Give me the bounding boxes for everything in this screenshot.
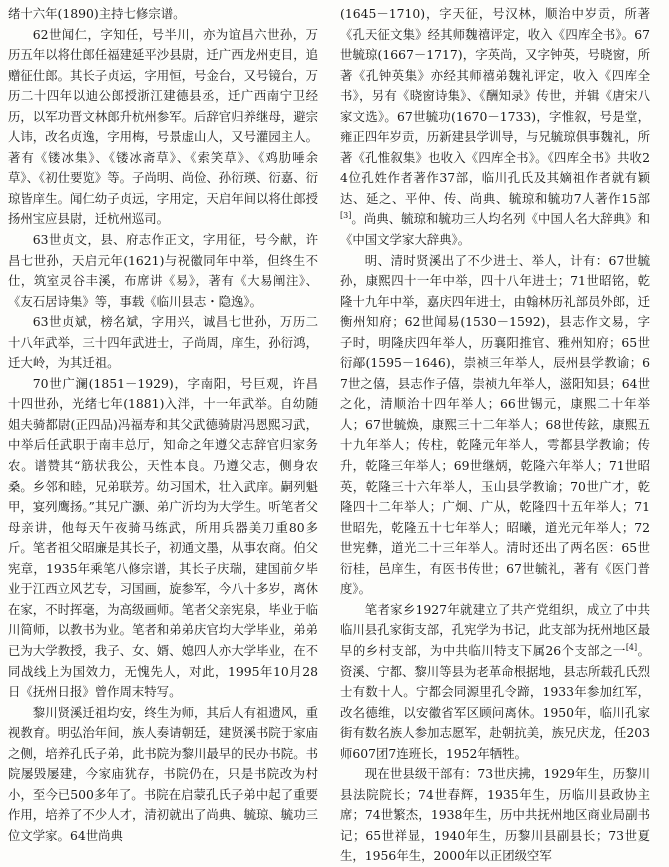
footnote-ref: [4] (625, 642, 638, 652)
right-column (340, 4, 650, 867)
paragraph-text: (1645－1710)，字天征，号汉林，顺治中岁贡，所著《孔天征文集》经其师魏禧评定，收入《四库全书》。67世毓琼(1667－1717)，字英尚，又字钟英，号晓窗，所著《孔钟英集》亦经其师禧弟魏礼评定，收入《四库全书》，另有《晓窗诗集》、《酬知录》传世，并辑《唐宋八家文选》。67世毓功(1670－1733)，字惟叙，号是堂，雍正四年岁贡，历新建县学训导，与兄毓琼俱事魏礼，所著《孔惟叙集》也收入《四库全书》。《四库全书》共收24位孔姓作者著作37部，临川孔氏及其嫡祖作者就有颖达、延之、平仲、传、尚典、毓琼和毓功7人著作15部 (340, 6, 650, 206)
left-column (8, 4, 318, 846)
paragraph: 62世闻仁，字知任，号半川，亦为谊昌六世孙，万历五年以将仕郎任福建延平沙县尉，迁广西龙州吏目，追赠征仕郎。其长子贞运，字用恒，号金台，又号镜台，万历二十四年以迪公郎授浙江建德县丞，迁广西南宁卫经历，以军功晋文林郎升杭州参军。后辞官归养继母，避宗人讳，改名贞逸，字用梅，号景虚山人，又号灌园主人。著有《镂冰集》、《镂冰斋草》、《索笑草》、《鸡肋唾余草》、《初仕要览》等。子尚明、尚俭、孙衍瑛、衍嘉、衍琼皆庠生。闻仁幼子贞远，字用定，天启年间以将仕郎授扬州宝应县尉，迁杭州巡司。 (8, 26, 318, 227)
paragraph: 明、清时贤溪出了不少进士、举人，计有：67世毓孙，康熙四十一年中举，四十八年进士；71世昭铭，乾隆十九年中举，嘉庆四年进士，由翰林历礼部员外郎，迁衡州知府；62世闻易(1530－1592)，县志作文易，字子时，明隆庆四年举人，历襄阳推官、雅州知府；65世衍鄗(1595－1646)，崇祯三年举人，辰州县学教谕；67世之僖，县志作子僖，崇祯九年举人，滋阳知县；64世之化，清顺治十四年举人；66世锡元，康熙二十年举人；67世毓焕，康熙三十二年举人；68世传鉉，康熙五十九年举人；传柱，乾隆元年举人，雩都县学教谕；传升，乾隆三年举人；69世继炳，乾隆六年举人；71世昭英，乾隆三十六年举人，玉山县学教谕；70世广才，乾隆四十二年举人；广炯、广从，乾隆四十五年举人；71世昭先，乾隆五十七年举人；昭曦，道光元年举人；72世宪彝，道光二十三年举人。清时还出了两名医：65世衍桂，邑庠生，有医书传世；67世毓礼，著有《医门普度》。 (340, 252, 650, 597)
paragraph-text: 。资溪、宁都、黎川等县为老革命根据地，县志所载孔氏烈士有数十人。宁都会同源里孔令蹄，1933年参加红军，改名德维，以安徽省军区顾问离休。1950年，临川孔家街有数名族人参加志愿军，赴朝抗美，族兄庆龙，任203师607团7连班长，1952年牺牲。 (340, 642, 650, 761)
paragraph: 现在世县级干部有：73世庆拂，1929年生，历黎川县法院院长；74世春辉，1935年生，历临川县政协主席；74世繁杰，1938年生，历中共抚州地区商业局副书记；65世祥显，1940年生，历黎川县副县长；73世夏生，1956年生，2000年以正团级空军 (340, 766, 650, 864)
paragraph: 63世贞斌，榜名斌，字用兴，诚昌七世孙，万历二十八年武举，三十四年武进士，子尚周，庠生，孙衍鸿，迁大岭，为其迁祖。 (8, 314, 318, 371)
paragraph-text: 笔者家乡1927年就建立了共产党组织，成立了中共临川县孔家街支部，孔宪学为书记，此支部为抚州地区最早的乡村支部，为中共临川特支下属26个支部之一 (340, 601, 650, 658)
paragraph (340, 600, 650, 764)
paragraph (340, 4, 650, 251)
paragraph: 70世广澜(1851－1929)，字南阳，号巨观，许昌十四世孙，光绪七年(1881)入泮，十一年武举。自幼随姐夫骑都尉(正四品)冯福寿和其父武德骑尉冯恩熙习武，中举后任武职于南丰总厅，知命之年遵父志辞官归家务农。谱赞其“筋状我公，天性本良。乃遵父志，侧身农桑。乡邻和睦，兄弟联芳。幼习国术，壮入武庠。嗣列魁甲，宴列鹰扬。”其兄广灏、弟广沂均为大学生。听笔者父母亲讲，他每天午夜骑马练武，所用兵器美刀重80多斤。笔者祖父昭廉是其长子，初通文墨，从事农商。伯父宪章，1935年乘笔八修宗谱，其长子庆瑞，建国前夕毕业于江西立风艺专，习国画，旋参军，今八十多岁，离休在家，不时挥毫，为高级画师。笔者父亲宪泉，毕业于临川简师，以教书为业。笔者和弟弟庆官均大学毕业，弟弟已为大学教授，我子、女、婿、媳四人亦大学毕业，在不同战线上为国效力，无愧先人，对此，1995年10月28日《抚州日报》曾作周末特写。 (8, 375, 318, 700)
footnote-ref: [3] (340, 211, 352, 221)
paragraph: 黎川贤溪迁祖均安，终生为师，其后人有祖遗风，重视教育。明弘治年间，族人奏请朝廷，建贤溪书院于家庙之侧，培养孔氏子弟，此书院为黎川最早的民办书院。书院屡毁屡建，今家庙犹存，书院仍在，只是书院改为村小，至今已500多年了。书院在启蒙孔氏子弟中起了重要作用，培养了不少人才，清初就出了尚典、毓琼、毓功三位文学家。64世尚典 (8, 704, 318, 843)
paragraph-text: 。尚典、毓琼和毓功三人均名列《中国人名大辞典》和《中国文学家大辞典》。 (340, 211, 650, 248)
paragraph: 63世贞文，县、府志作正文，字用征，号今献，许昌七世孙，天启元年(1621)与祝徽同年中举，但终生不仕，筑室灵谷丰溪，布席讲《易》，著有《大易阐注》、《友石居诗集》等，事载《临川县志・隐逸》。 (8, 232, 318, 309)
paragraph: 绪十六年(1890)主持七修宗谱。 (8, 6, 186, 21)
